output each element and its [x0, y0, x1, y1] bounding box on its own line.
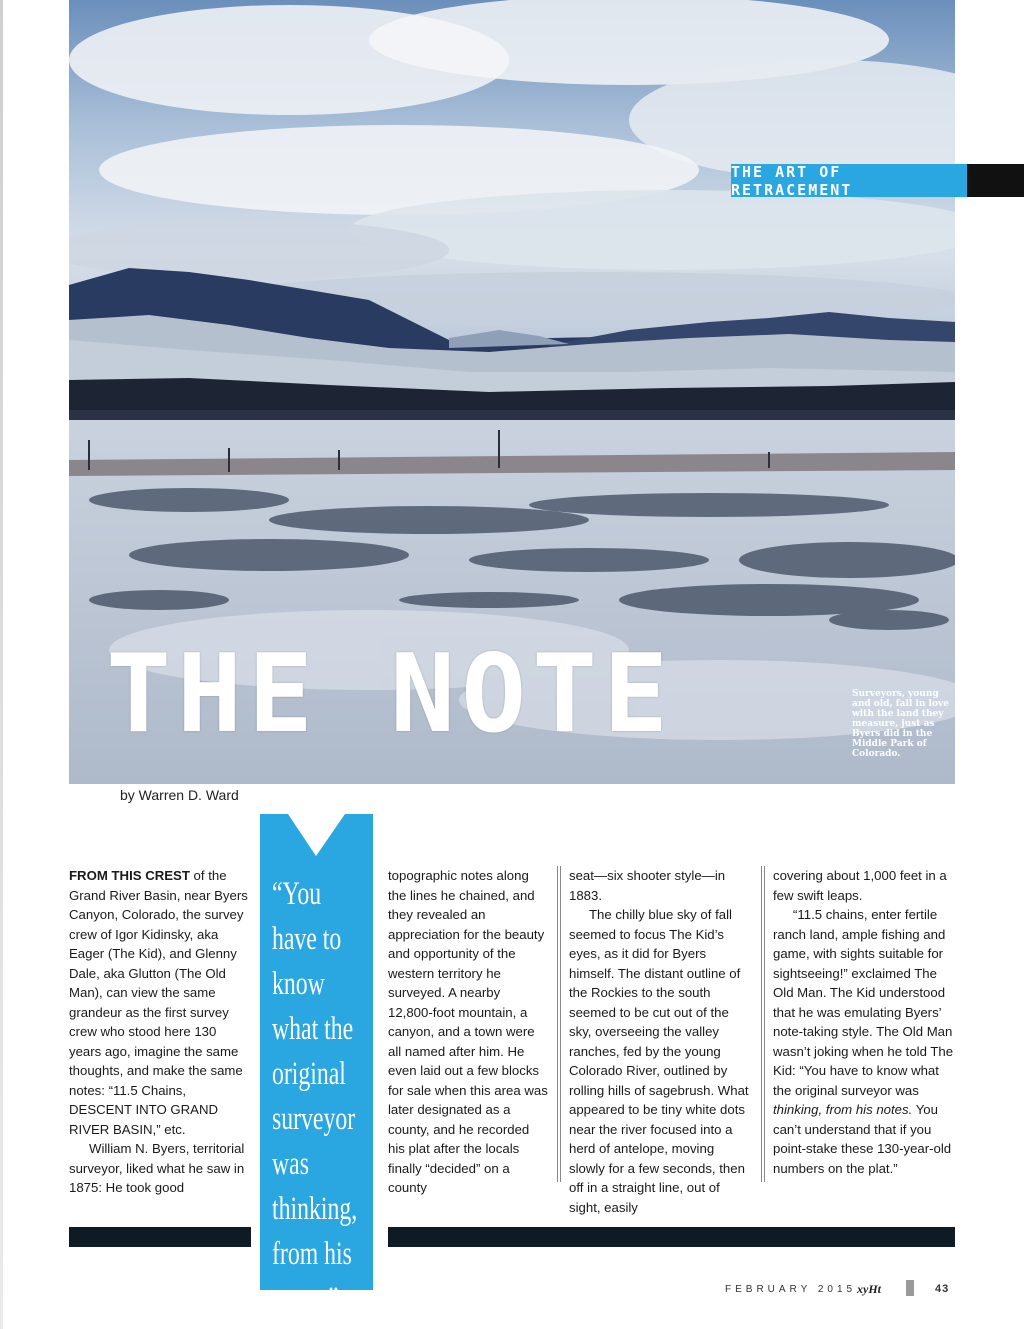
paragraph-text: of the Grand River Basin, near Byers Canyon, Colorado, the survey crew of Igor Kidinsky, aka Eager (The Kid), and Glenny Dale, aka Glutton (The Old Man), can view the same grandeur as the first survey crew who stood here 130 years ago, imagine the same thoughts, and make the same notes: “11.5 Chains, DESCENT INTO GRAND RIVER BASIN,” etc. — [69, 868, 248, 1137]
paragraph — [773, 905, 955, 1178]
paragraph: William N. Byers, territorial surveyor, liked what he saw in 1875: He took good — [69, 1141, 245, 1195]
footer-bar-left — [69, 1227, 251, 1247]
byline: by Warren D. Ward — [120, 787, 239, 803]
footer-bar-right — [388, 1227, 955, 1247]
paragraph: seat—six shooter style—in 1883. — [569, 868, 726, 903]
article-title: THE NOTE — [106, 632, 675, 757]
column-rule — [761, 866, 765, 1182]
section-tag: THE ART OF RETRACEMENT — [731, 164, 967, 197]
magazine-logo: xyHt — [857, 1282, 881, 1296]
paragraph: covering about 1,000 feet in a few swift leaps. — [773, 868, 947, 903]
paragraph — [69, 866, 251, 1139]
column-1 — [69, 866, 251, 1198]
folio-marker — [906, 1280, 914, 1296]
emphasis-text: thinking, from his notes. — [773, 1102, 913, 1117]
paragraph-text: “11.5 chains, enter fertile ranch land, ample fishing and game, with sights suitable for sightseeing!” exclaimed The Old Man. The Kid understood that he was emulating Byers’ note-taking style. The Old Man wasn’t joking when he told The Kid: “You have to know what the original surveyor was — [773, 907, 954, 1098]
chevron-down-icon — [260, 814, 373, 860]
page-number: 43 — [935, 1283, 950, 1295]
column-2 — [388, 866, 548, 1198]
page-edge — [0, 0, 3, 1329]
paragraph: The chilly blue sky of fall seemed to focus The Kid’s eyes, as it did for Byers himself. The distant outline of the Rockies to the south seemed to be cut out of the sky, overseeing the valley ranches, fed by the young Colorado River, outlined by rolling hills of sagebrush. What appeared to be tiny white dots near the river focused into a herd of antelope, moving slowly for a few seconds, then off in a straight line, out of sight, easily — [569, 907, 749, 1215]
lead-in: FROM THIS CREST — [69, 868, 190, 883]
photo-caption: Surveyors, young and old, fall in love with the land they measure, just as Byers did in the Middle Park of Colorado. — [852, 689, 949, 759]
column-4 — [773, 866, 955, 1178]
section-tab-marker — [967, 164, 1024, 197]
column-3 — [569, 866, 753, 1217]
issue-date: FEBRUARY 2015 — [725, 1284, 857, 1295]
column-rule — [557, 866, 561, 1182]
pull-quote-box — [260, 814, 373, 1317]
pull-quote: “You have to know what the original surveyor was thinking, from his notes.” — [272, 876, 358, 1317]
paragraph-text: You can’t understand that if you point-stake these 130-year-old numbers on the plat.” — [773, 1102, 952, 1176]
paragraph: topographic notes along the lines he chained, and they revealed an appreciation for the beauty and opportunity of the western territory he surveyed. A nearby 12,800-foot mountain, a canyon, and a town were all named after him. He even laid out a few blocks for sale when this area was later designated as a county, and he recorded his plat after the locals finally “decided” on a county — [388, 868, 548, 1195]
